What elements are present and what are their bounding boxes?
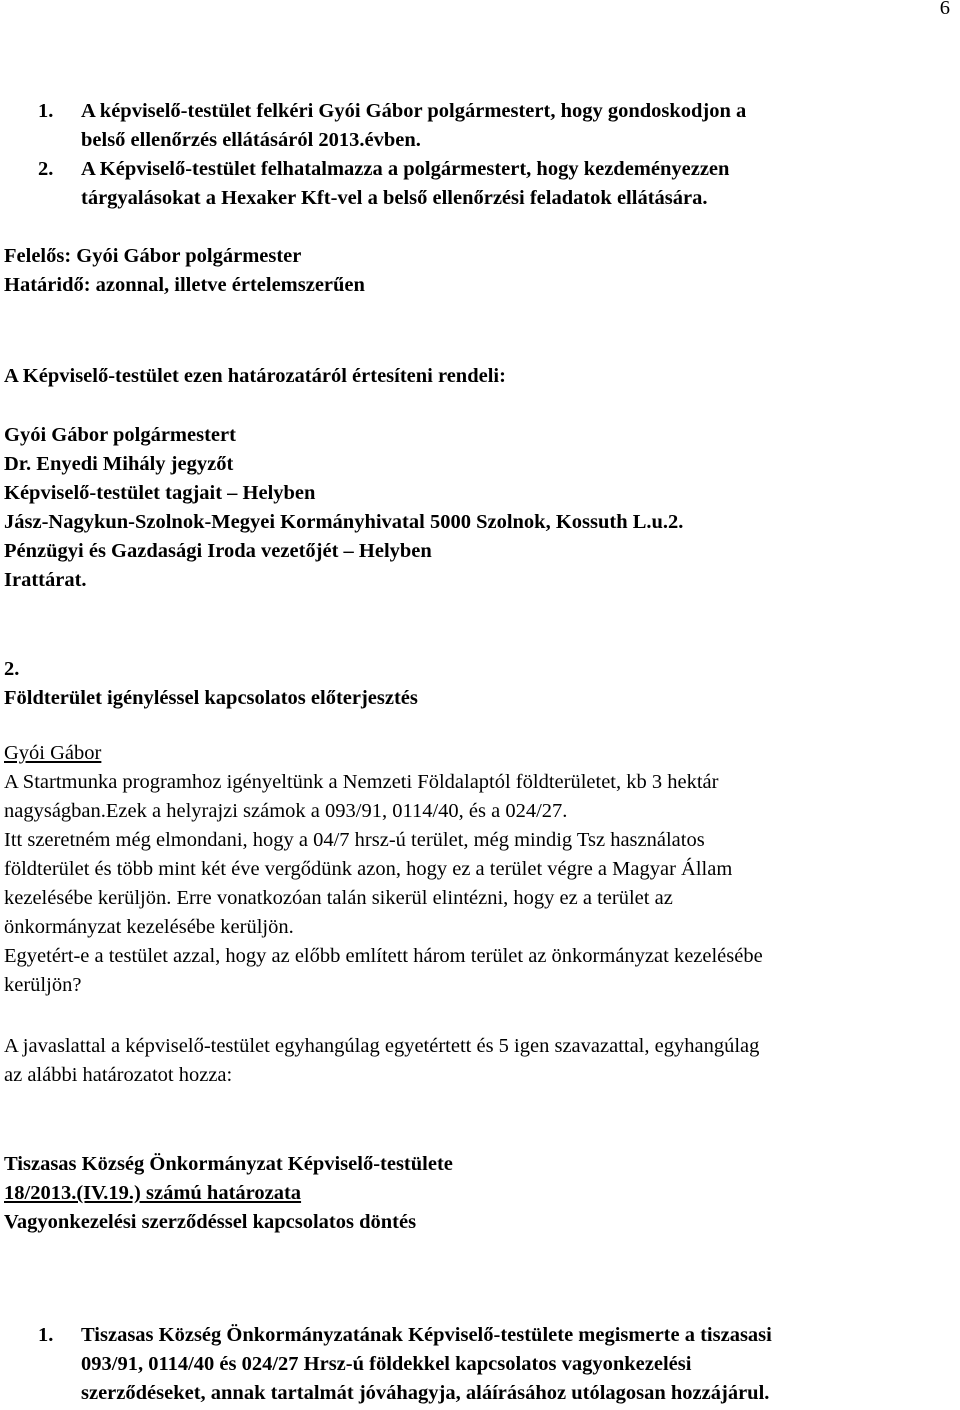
resolution-body: Tiszasas Község Önkormányzat Képviselő-testülete (4, 1153, 453, 1175)
list-item-line: A Képviselő-testület felhatalmazza a polgármestert, hogy kezdeményezzen (81, 158, 730, 180)
list-item-line: szerződéseket, annak tartalmát jóváhagyja, aláírásához utólagosan hozzájárul. (81, 1382, 770, 1404)
vote-line: A javaslattal a képviselő-testület egyhangúlag egyetértett és 5 igen szavazattal, egyhangúlag (4, 1035, 760, 1057)
resolution-list-2 (38, 1321, 918, 1408)
recipient-item: Gyói Gábor polgármestert (4, 424, 236, 446)
agenda-item-number: 2. (4, 658, 20, 680)
recipient-item: Pénzügyi és Gazdasági Iroda vezetőjét – Helyben (4, 540, 432, 562)
speech-line: Itt szeretném még elmondani, hogy a 04/7 hrsz-ú terület, még mindig Tsz használatos (4, 829, 705, 851)
recipient-item: Képviselő-testület tagjait – Helyben (4, 482, 316, 504)
resolution-number: 18/2013.(IV.19.) számú határozata (4, 1182, 302, 1204)
speech-line: nagyságban.Ezek a helyrajzi számok a 093/91, 0114/40, és a 024/27. (4, 800, 568, 822)
agenda-item-title: Földterület igényléssel kapcsolatos előterjesztés (4, 687, 418, 709)
page-number: 6 (939, 0, 950, 19)
list-item-line: 093/91, 0114/40 és 024/27 Hrsz-ú földekkel kapcsolatos vagyonkezelési (81, 1353, 692, 1375)
list-item (38, 1321, 918, 1408)
speaker-name: Gyói Gábor (4, 742, 102, 764)
recipient-item: Irattárat. (4, 569, 87, 591)
list-item-line: belső ellenőrzés ellátásáról 2013.évben. (81, 129, 421, 151)
recipients-list (4, 421, 954, 595)
vote-line: az alábbi határozatot hozza: (4, 1064, 233, 1086)
speech-line: Egyetért-e a testület azzal, hogy az előbb említett három terület az önkormányzat kezelésébe (4, 945, 763, 967)
resolution-subject: Vagyonkezelési szerződéssel kapcsolatos döntés (4, 1211, 417, 1233)
speech-line: A Startmunka programhoz igényeltünk a Nemzeti Földalaptól földterületet, kb 3 hektár (4, 771, 719, 793)
deadline-line: Határidő: azonnal, illetve értelemszerűen (4, 274, 365, 296)
speech-line: kerüljön? (4, 974, 82, 996)
list-item-number: 1. (38, 1324, 54, 1346)
recipient-item: Jász-Nagykun-Szolnok-Megyei Kormányhivatal 5000 Szolnok, Kossuth L.u.2. (4, 511, 684, 533)
speech-line: földterület és több mint két éve vergődünk azon, hogy ez a terület végre a Magyar Állam (4, 858, 733, 880)
list-item-line: A képviselő-testület felkéri Gyói Gábor polgármestert, hogy gondoskodjon a (81, 100, 747, 122)
speech-line: önkormányzat kezelésébe kerüljön. (4, 916, 294, 938)
speech-paragraph (4, 768, 954, 1000)
recipient-item: Dr. Enyedi Mihály jegyzőt (4, 453, 234, 475)
responsible-line: Felelős: Gyói Gábor polgármester (4, 245, 302, 267)
resolution-list-1 (38, 97, 918, 213)
resolution-header (4, 1150, 954, 1237)
responsibility-block (4, 242, 954, 300)
vote-paragraph (4, 1032, 954, 1090)
list-item-line: tárgyalásokat a Hexaker Kft-vel a belső ellenőrzési feladatok ellátására. (81, 187, 708, 209)
list-item-number: 1. (38, 100, 54, 122)
agenda-item-header (4, 655, 954, 713)
list-item-line: Tiszasas Község Önkormányzatának Képviselő-testülete megismerte a tiszasasi (81, 1324, 772, 1346)
speech-line: kezelésébe kerüljön. Erre vonatkozóan talán sikerül elintézni, hogy ez a terület az (4, 887, 673, 909)
list-item-number: 2. (38, 158, 54, 180)
notify-heading: A Képviselő-testület ezen határozatáról értesíteni rendeli: (4, 365, 506, 387)
list-item (38, 97, 918, 155)
list-item (38, 155, 918, 213)
